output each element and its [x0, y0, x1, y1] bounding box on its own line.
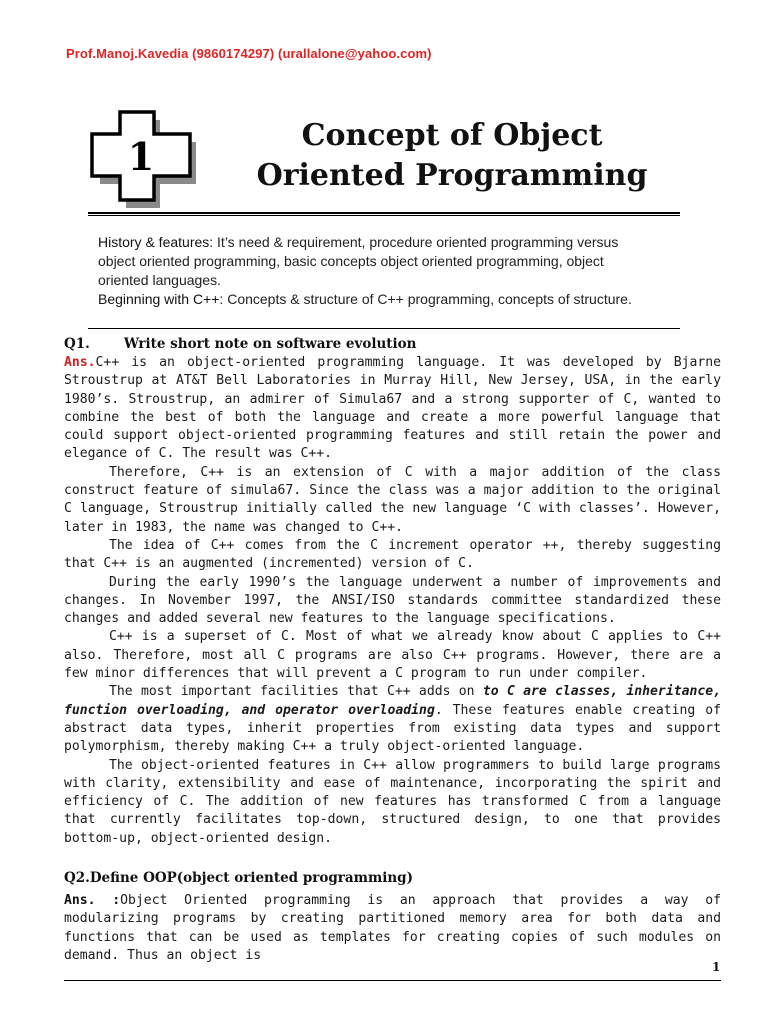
syllabus-history-head: History & features [98, 234, 210, 250]
answer-2-para-1: Ans. :Object Oriented programming is an approach that provides a way of modularizing programs by creating partitioned memory area for both data and functions that can be used as templates for creating copies of such modules on demand. Thus an object is [64, 893, 721, 963]
footer-rule [64, 980, 721, 981]
answer-1-para-5: C++ is a superset of C. Most of what we already know about C applies to C++ also. Therefore, most all C programs are also C++ programs. However, there are a few minor differences that will prevent a C program to run under compiler. [64, 629, 721, 682]
syllabus-cpp: Beginning with C++: Concepts & structure of C++ programming, concepts of structure. [98, 291, 632, 307]
answer-2-label: Ans. : [64, 893, 121, 908]
answer-1-para-1: Ans.C++ is an object-oriented programming language. It was developed by Bjarne Stroustrup at AT&T Bell Laboratories in Murray Hill, New Jersey, USA, in the early 1980’s. Stroustrup, an admirer of Simula67 and a strong supporter of C, wanted to combine the best of both the language and create a more powerful language that could support object-oriented programming features and still retain the power and elegance of C. The result was C++. [64, 355, 721, 462]
answer-1-para-2: Therefore, C++ is an extension of C with a major addition of the class construct feature of simula67. Since the class was a major addition to the original C language, Stroustrup initially called the new language ‘C with classes’. However, later in 1983, the name was changed to C++. [64, 464, 721, 535]
syllabus-history-text: It’s need & requirement, procedure oriented programming versus object oriented programming, basic concepts object oriented programming, object oriented languages. [98, 234, 619, 288]
question-2-heading: Q2.Define OOP(object oriented programming) [64, 870, 414, 886]
question-1-text: Write short note on software evolution [123, 336, 417, 352]
chapter-number: 1 [127, 134, 155, 179]
answer-1-para-4: During the early 1990’s the language underwent a number of improvements and changes. In November 1997, the ANSI/ISO standards committee standardized these changes and added several new features to the language specifications. [64, 574, 721, 627]
answer-1-para-7: The object-oriented features in C++ allow programmers to build large programs with clarity, extensibility and ease of maintenance, incorporating the spirit and efficiency of C. The addition of new features has transformed C from a language that currently facilitates top-down, structured design, to one that provides bottom-up, object-oriented design. [64, 757, 721, 846]
answer-1-label: Ans. [64, 355, 96, 370]
question-1-heading [64, 336, 417, 352]
answer-1-emphasis: to C are classes, inheritance, function overloading, and operator overloading [64, 684, 721, 718]
title-rule [88, 212, 680, 216]
answer-1-para-3: The idea of C++ comes from the C increment operator ++, thereby suggesting that C++ is an augmented (incremented) version of C. [64, 537, 721, 572]
chapter-title-line1: Concept of Object [301, 118, 603, 153]
answer-1 [64, 354, 721, 848]
syllabus-divider [88, 328, 680, 329]
syllabus-history: History & features: It’s need & requirement, procedure oriented programming versus object oriented programming, basic concepts object oriented programming, object oriented languages. [98, 234, 619, 288]
page-header-author: Prof.Manoj.Kavedia (9860174297) (urallalone@yahoo.com) [66, 46, 432, 61]
syllabus-cpp-text: Concepts & structure of C++ programming, concepts of structure. [227, 291, 632, 307]
answer-1-para-6: The most important facilities that C++ adds on to C are classes, inheritance, function overloading, and operator overloading. These features enable creating of abstract data types, inherit properties from existing data types and support polymorphism, thereby making C++ a truly object-oriented language. [64, 684, 721, 755]
chapter-title [232, 116, 672, 196]
chapter-number-badge [88, 108, 200, 212]
syllabus-cpp-head: Beginning with C++ [98, 291, 220, 307]
chapter-title-line2: Oriented Programming [256, 158, 648, 193]
answer-2 [64, 892, 721, 965]
question-1-label: Q1. [64, 336, 90, 352]
syllabus-box [98, 233, 658, 309]
page-number: 1 [712, 960, 721, 974]
